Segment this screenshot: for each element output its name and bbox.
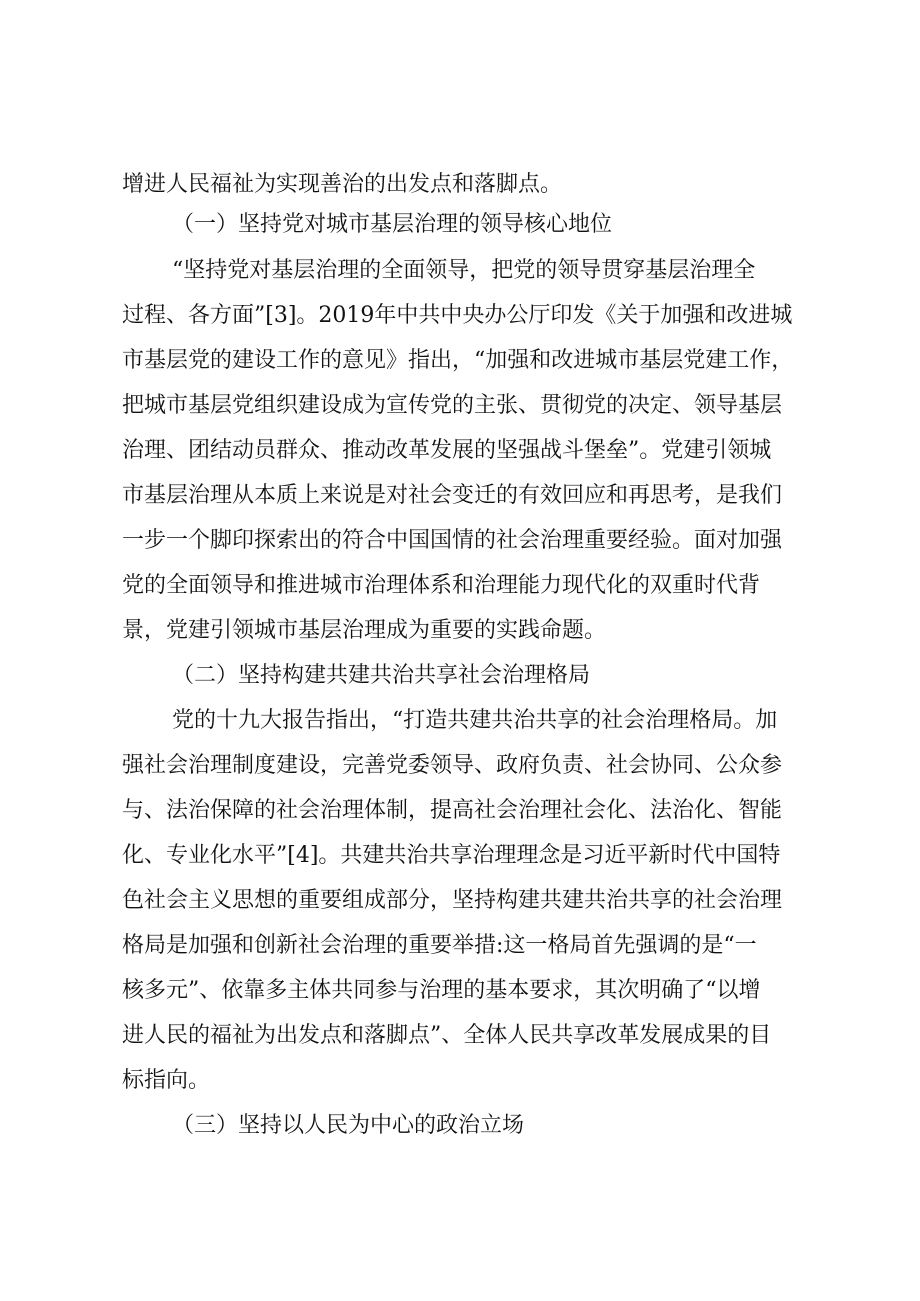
text-line-8: 市基层治理从本质上来说是对社会变迁的有效回应和再思考，是我们 <box>122 483 783 508</box>
text-line-11: 景，党建引领城市基层治理成为重要的实践命题。 <box>122 618 607 643</box>
text-line-5: 市基层党的建设工作的意见》指出，“加强和改进城市基层党建工作， <box>122 348 794 373</box>
section-heading-3: （三）坚持以人民为中心的政治立场 <box>172 1113 525 1138</box>
text-line-15: 与、法治保障的社会治理体制，提高社会治理社会化、法治化、智能 <box>122 798 783 823</box>
text-line-20: 进人民的福祉为出发点和落脚点”、全体人民共享改革发展成果的目 <box>122 1023 772 1048</box>
section-heading-2: （二）坚持构建共建共治共享社会治理格局 <box>172 663 591 688</box>
text-line-19: 核多元”、依靠多主体共同参与治理的基本要求，其次明确了“以增 <box>122 978 761 1003</box>
text-line-7: 治理、团结动员群众、推动改革发展的坚强战斗堡垒”。党建引领城 <box>122 438 772 463</box>
text-line-6: 把城市基层党组织建设成为宣传党的主张、贯彻党的决定、领导基层 <box>122 393 783 418</box>
text-line-18: 格局是加强和创新社会治理的重要举措:这一格局首先强调的是“一 <box>122 933 757 958</box>
text-line-3: “坚持党对基层治理的全面领导，把党的领导贯穿基层治理全 <box>172 258 756 283</box>
text-line-10: 党的全面领导和推进城市治理体系和治理能力现代化的双重时代背 <box>122 573 761 598</box>
text-line-1: 增进人民福祉为实现善治的出发点和落脚点。 <box>122 172 563 197</box>
text-line-16: 化、专业化水平”[4]。共建共治共享治理理念是习近平新时代中国特 <box>122 843 781 868</box>
text-line-4: 过程、各方面”[3]。2019年中共中央办公厅印发《关于加强和改进城 <box>122 303 793 328</box>
text-line-14: 强社会治理制度建设，完善党委领导、政府负责、社会协同、公众参 <box>122 753 783 778</box>
text-line-9: 一步一个脚印探索出的符合中国国情的社会治理重要经验。面对加强 <box>122 528 783 553</box>
text-line-13: 党的十九大报告指出，“打造共建共治共享的社会治理格局。加 <box>172 708 778 733</box>
text-line-21: 标指向。 <box>122 1068 211 1093</box>
section-heading-1: （一）坚持党对城市基层治理的领导核心地位 <box>172 212 613 237</box>
text-line-17: 色社会主义思想的重要组成部分，坚持构建共建共治共享的社会治理 <box>122 888 783 913</box>
